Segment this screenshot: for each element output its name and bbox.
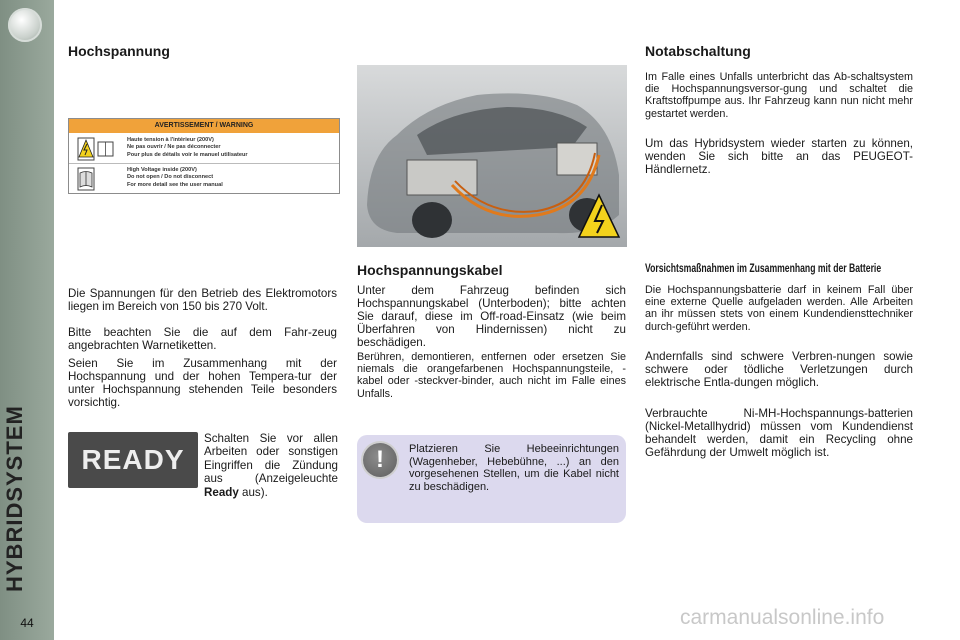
warning-label-fr-text: Haute tension à l'intérieur (200V) Ne pas ouvrir / Ne pas déconnecter Pour plus de détails voir le manuel utilisateur: [127, 137, 248, 158]
subheading-battery-precautions: Vorsichtsmaßnahmen im Zusammenhang mit der Batterie: [645, 263, 882, 275]
warning-label-en-text: High Voltage inside (200V) Do not open / Do not disconnect For more detail see the user manual: [127, 167, 223, 188]
paragraph-burn-risk: Andernfalls sind schwere Verbren-nungen sowie schwere oder tödliche Verletzungen durch elektrische Entla-dungen möglich.: [645, 350, 913, 389]
paragraph-recycling: Verbrauchte Ni-MH-Hochspannungs-batterien (Nickel-Metallhydrid) müssen vom Kundendienst behandelt werden, damit ein Recycling ohne Gefährdung der Umwelt möglich ist.: [645, 407, 913, 459]
notice-box: [357, 435, 626, 523]
warning-label-row-en: [69, 164, 339, 193]
page-number: 44: [20, 616, 34, 630]
car-illustration-svg: [357, 65, 627, 247]
warning-label-row-fr: [69, 134, 339, 164]
paragraph-ignition-off: Schalten Sie vor allen Arbeiten oder sonstigen Eingriffen die Zündung aus (Anzeigeleuchte Ready aus).: [204, 432, 338, 499]
warning-label-header: AVERTISSEMENT / WARNING: [69, 119, 339, 133]
paragraph-orange-parts: Berühren, demontieren, entfernen oder ersetzen Sie niemals die orangefarbenen Hochspannungsteile, -kabel oder -steckver-binder, auch nicht im Falle eines Unfalls.: [357, 351, 626, 400]
car-cable-illustration: [357, 65, 627, 247]
sidebar: [0, 0, 54, 640]
ready-badge-text: READY: [81, 444, 185, 475]
paragraph-restart: Um das Hybridsystem wieder starten zu können, wenden Sie sich bitte an das PEUGEOT-Händlernetz.: [645, 137, 913, 176]
heading-notabschaltung: Notabschaltung: [645, 43, 751, 59]
heading-hochspannung: Hochspannung: [68, 43, 170, 59]
ready-bold-word: Ready: [204, 485, 239, 499]
paragraph-voltage: Die Spannungen für den Betrieb des Elektromotors liegen im Bereich von 150 bis 270 Volt.: [68, 287, 337, 313]
section-title: HYBRIDSYSTEM: [2, 405, 27, 592]
paragraph-warning-labels: Bitte beachten Sie die auf dem Fahr-zeug angebrachten Warnetiketten.: [68, 326, 337, 352]
paragraph-emergency-shutoff: Im Falle eines Unfalls unterbricht das Ab-schaltsystem die Hochspannungsversor-gung und schaltet die Kraftstoffpumpe aus. Ihr Fahrzeug kann nun nicht mehr gestartet werden.: [645, 71, 913, 120]
warning-label-image: [68, 118, 340, 194]
ready-indicator-image: [68, 432, 198, 488]
watermark: carmanualsonline.info: [680, 606, 885, 629]
paragraph-caution: Seien Sie im Zusammenhang mit der Hochspannung und der hohen Tempera-tur der unter Hochspannung stehenden Teile besonders vorsichtig.: [68, 357, 337, 409]
manual-book-icon: [77, 167, 115, 191]
exclamation-icon: !: [363, 443, 397, 477]
hazard-and-manual-icon: [77, 137, 115, 161]
paragraph-cables-underbody: Unter dem Fahrzeug befinden sich Hochspannungskabel (Unterboden); bitte achten Sie darauf, diese im Off-road-Einsatz (wie beim Überfahren von Hindernissen) nicht zu beschädigen.: [357, 284, 626, 349]
paragraph-battery-charging: Die Hochspannungsbatterie darf in keinem Fall über eine externe Quelle aufgeladen werden. Alle Arbeiten an ihr müssen stets von einem Kundendiensttechniker durch-geführt werden.: [645, 284, 913, 333]
notice-text: Platzieren Sie Hebeeinrichtungen (Wagenheber, Hebebühne, ...) an den vorgesehenen Stellen, um die Kabel nicht zu beschädigen.: [409, 443, 619, 493]
heading-hochspannungskabel: Hochspannungskabel: [357, 262, 503, 278]
brand-logo-icon: [8, 8, 42, 42]
